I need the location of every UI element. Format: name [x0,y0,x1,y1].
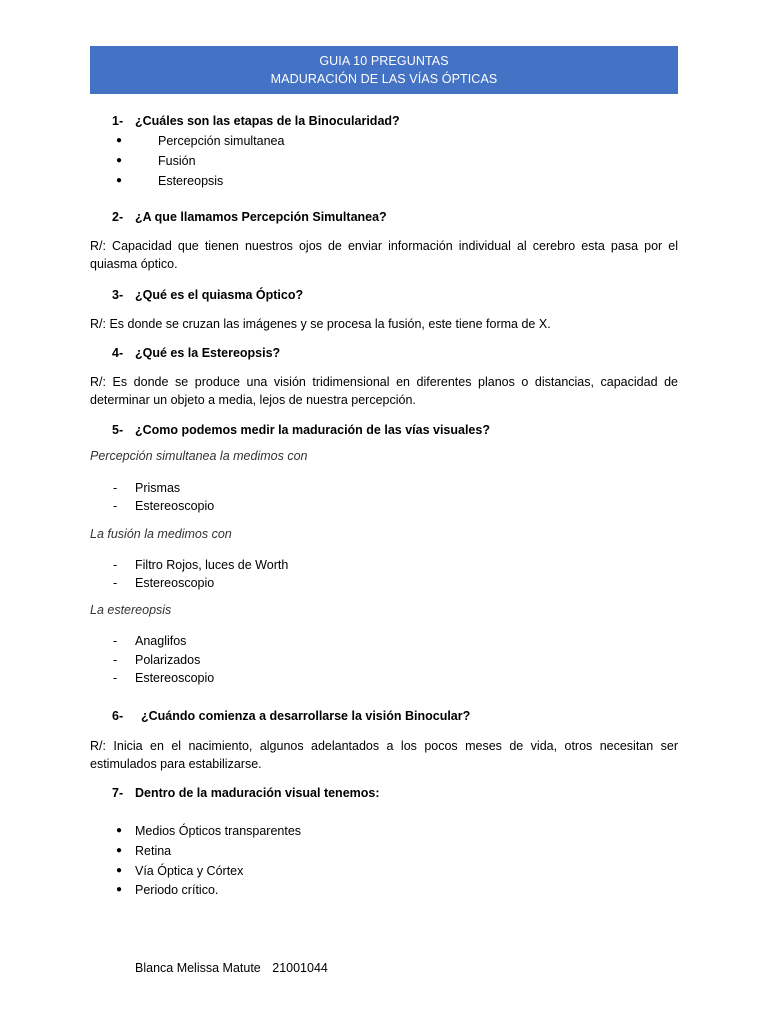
bullet-icon: ● [116,155,123,166]
dash-marker: - [113,481,118,495]
question-number: 5- [112,423,124,437]
subsection-intro: La estereopsis [90,603,172,617]
answer-text: R/: Inicia en el nacimiento, algunos adelantados a los pocos meses de vida, otros necesitan ser estimulados para estabilizarse. [90,739,678,771]
list-item: Estereoscopio [135,576,215,590]
dash-marker: - [113,634,118,648]
question-text: ¿Como podemos medir la maduración de las vías visuales? [135,423,490,437]
list-item: Prismas [135,481,181,495]
author-name: Blanca Melissa Matute [135,961,261,975]
bullet-icon: ● [116,135,123,146]
list-item: Estereoscopio [135,499,215,513]
bullet-icon: ● [116,175,123,186]
question-text: ¿A que llamamos Percepción Simultanea? [135,210,387,224]
list-item: Retina [135,844,172,858]
bullet-icon: ● [116,825,123,836]
question-number: 2- [112,210,124,224]
dash-marker: - [113,671,118,685]
question-number: 3- [112,288,124,302]
list-item: Filtro Rojos, luces de Worth [135,558,289,572]
list-item: Estereoscopio [135,671,215,685]
dash-marker: - [113,558,118,572]
answer-text: R/: Es donde se cruzan las imágenes y se procesa la fusión, este tiene forma de X. [90,317,551,331]
question-text: ¿Qué es el quiasma Óptico? [135,288,304,302]
list-item: Medios Ópticos transparentes [135,824,302,838]
list-item: Polarizados [135,653,201,667]
bullet-icon: ● [116,865,123,876]
list-item: Fusión [158,154,196,168]
list-item: Periodo crítico. [135,883,219,897]
header-banner [90,46,678,94]
dash-marker: - [113,653,118,667]
question-number: 6- [112,709,124,723]
list-item: Anaglifos [135,634,187,648]
question-number: 4- [112,346,124,360]
answer-text: R/: Capacidad que tienen nuestros ojos de enviar información individual al cerebro esta pasa por el quiasma óptico. [90,239,678,271]
subsection-intro: La fusión la medimos con [90,527,232,541]
list-item: Percepción simultanea [158,134,285,148]
question-text: ¿Cuáles son las etapas de la Binocularidad? [135,114,400,128]
bullet-icon: ● [116,884,123,895]
header-title: GUIA 10 PREGUNTAS [319,54,449,68]
question-number: 7- [112,786,124,800]
question-number: 1- [112,114,124,128]
header-subtitle: MADURACIÓN DE LAS VÍAS ÓPTICAS [270,72,498,86]
answer-text: R/: Es donde se produce una visión tridimensional en diferentes planos o distancias, capacidad de determinar un objeto a media, lejos de nuestra percepción. [90,375,678,407]
question-text: ¿Cuándo comienza a desarrollarse la visión Binocular? [141,709,471,723]
dash-marker: - [113,499,118,513]
dash-marker: - [113,576,118,590]
question-text: Dentro de la maduración visual tenemos: [135,786,380,800]
bullet-icon: ● [116,845,123,856]
subsection-intro: Percepción simultanea la medimos con [90,449,308,463]
list-item: Vía Óptica y Córtex [135,864,244,878]
author-footer [135,961,328,975]
question-text: ¿Qué es la Estereopsis? [135,346,281,360]
author-id: 21001044 [272,961,328,975]
list-item: Estereopsis [158,174,224,188]
